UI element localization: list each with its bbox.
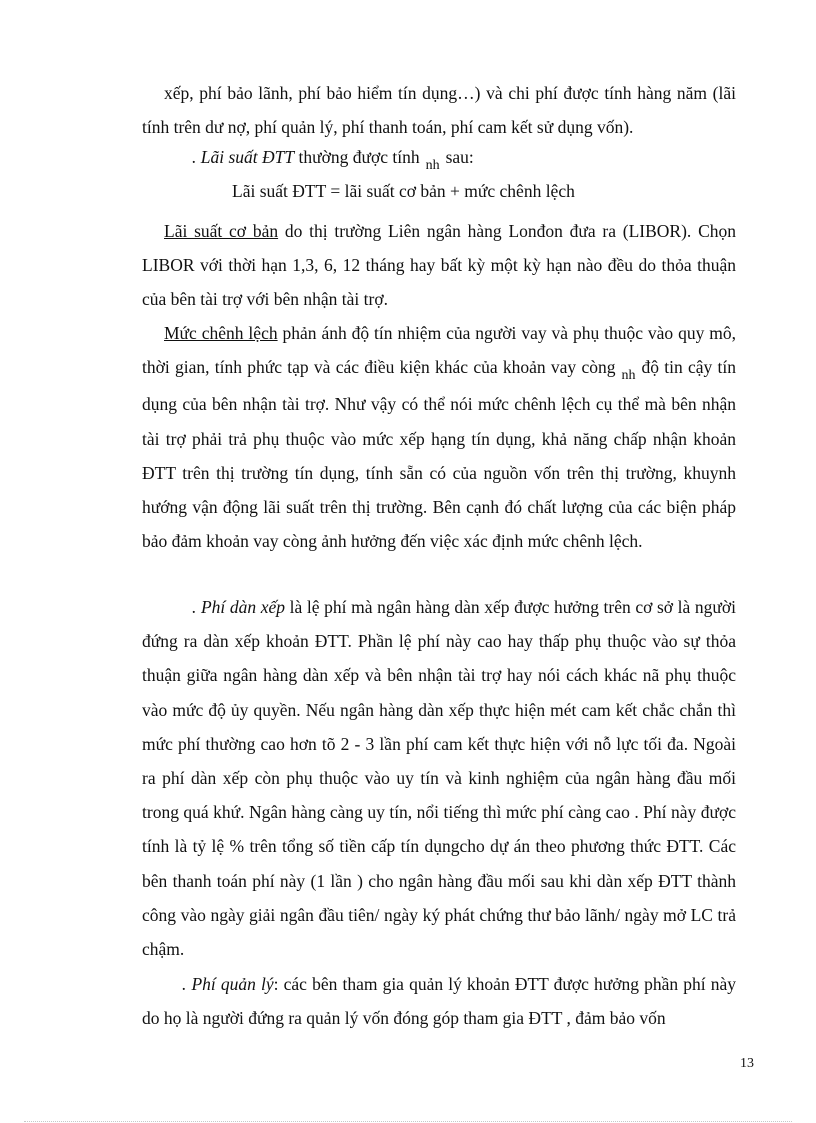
base-rate-text: do thị trường Liên ngân hàng Lonđon đưa ra (LIBOR). Chọn LIBOR với thời hạn 1,3, 6, 12 tháng hay bất kỳ một kỳ hạn nào đều do thỏa thuận của bên tài trợ với bên nhận tài trợ. xyxy=(142,221,736,310)
paragraph-interest-rate-heading xyxy=(192,147,752,173)
term-interest-rate: . Lãi suất ĐTT xyxy=(192,147,295,167)
paragraph-management-fee xyxy=(142,967,736,1035)
paragraph-base-rate xyxy=(142,214,736,317)
management-fee-text: : các bên tham gia quản lý khoản ĐTT được hưởng phần phí này do họ là người đứng ra quản lý vốn đóng góp tham gia ĐTT , đảm bảo vốn xyxy=(142,974,737,1029)
paragraph-spread xyxy=(142,316,736,558)
page-number: 13 xyxy=(740,1056,754,1071)
page-bottom-divider xyxy=(24,1121,792,1122)
term-arrangement-fee: . Phí dàn xếp xyxy=(192,597,286,617)
interest-rate-end: sau: xyxy=(445,147,474,167)
paragraph-arrangement-fee xyxy=(142,590,736,966)
interest-rate-text: thường được tính xyxy=(298,147,420,167)
term-base-rate: Lãi suất cơ bản xyxy=(164,221,279,241)
arrangement-fee-text: là lệ phí mà ngân hàng dàn xếp được hưởng trên cơ sở là người đứng ra dàn xếp khoản ĐTT. Phần lệ phí này cao hay thấp phụ thuộc vào sự thỏa thuận giữa ngân hàng dàn xếp và bên nhận tài trợ hay nói cách khác nã phụ thuộc vào mức độ ủy quyền. Nếu ngân hàng dàn xếp thực hiện mét cam kết chắc chắn thì mức phí thường cao hơn tõ 2 - 3 lần phí cam kết thực hiện với nỗ lực tối đa. Ngoài ra phí dàn xếp còn phụ thuộc vào uy tín và kinh nghiệm của ngân hàng đầu mối trong quá khứ. Ngân hàng càng uy tín, nổi tiếng thì mức phí càng cao . Phí này được tính là tỷ lệ % trên tổng số tiền cấp tín dụngcho dự án theo phương thức ĐTT. Các bên thanh toán phí này (1 lần ) cho ngân hàng đầu mối sau khi dàn xếp ĐTT thành công vào ngày giải ngân đầu tiên/ ngày ký phát chứng thư bảo lãnh/ ngày mở LC trả chậm. xyxy=(142,597,737,960)
paragraph-fees-intro: xếp, phí bảo lãnh, phí bảo hiểm tín dụng…) và chi phí được tính hàng năm (lãi tính trên dư nợ, phí quản lý, phí thanh toán, phí cam kết sử dụng vốn). xyxy=(142,83,736,138)
term-spread: Mức chênh lệch xyxy=(164,323,278,343)
term-management-fee: . Phí quản lý xyxy=(182,974,274,994)
interest-rate-sub: nh xyxy=(425,158,440,173)
spread-text-1: phản ánh độ tín nhiệm của người vay và phụ thuộc vào quy mô, thời gian, tính phức tạp và các điều kiện khác của khoản vay còng xyxy=(142,323,737,378)
spread-sub: nh xyxy=(621,368,636,384)
interest-rate-formula: Lãi suất ĐTT = lãi suất cơ bản + mức chênh lệch xyxy=(232,181,575,201)
spread-text-2: độ tin cậy tín dụng của bên nhận tài trợ. Như vậy có thể nói mức chênh lệch cụ thể mà bên nhận tài trợ phải trả phụ thuộc vào mức xếp hạng tín dụng, khả năng chấp nhận khoản ĐTT trên thị trường tín dụng, tính sẵn có của nguồn vốn trên thị trường, khuynh hướng vận động lãi suất trên thị trường. Bên cạnh đó chất lượng của các biện pháp bảo đảm khoản vay còng ảnh hưởng đến việc xác định mức chênh lệch. xyxy=(142,357,736,552)
